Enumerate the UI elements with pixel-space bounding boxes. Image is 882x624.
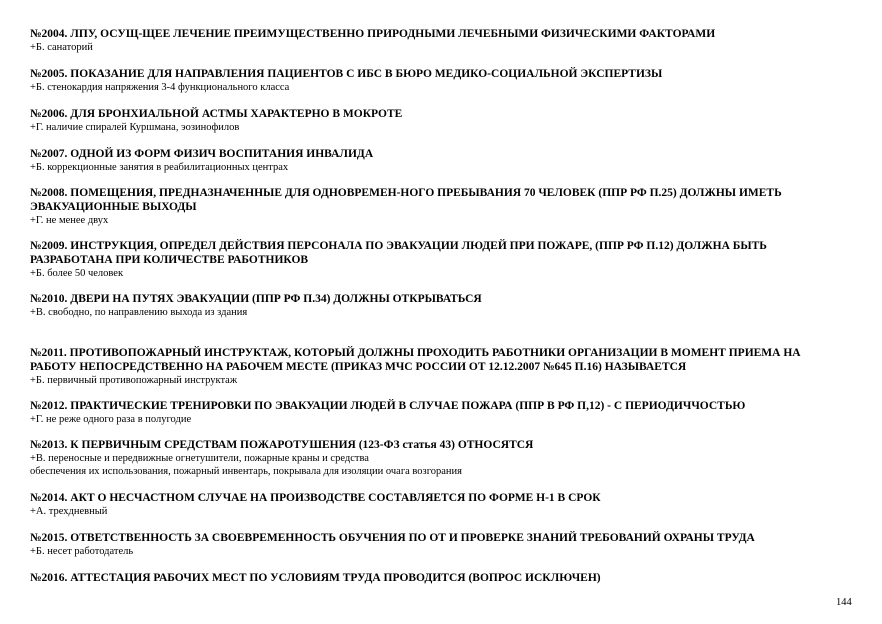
question-title: №2005. ПОКАЗАНИЕ ДЛЯ НАПРАВЛЕНИЯ ПАЦИЕНТОВ С ИБС В БЮРО МЕДИКО-СОЦИАЛЬНОЙ ЭКСПЕРТИЗЫ bbox=[30, 68, 663, 80]
question-answer: +А. трехдневный bbox=[30, 506, 108, 517]
question-title: №2015. ОТВЕТСТВЕННОСТЬ ЗА СВОЕВРЕМЕННОСТЬ ОБУЧЕНИЯ ПО ОТ И ПРОВЕРКЕ ЗНАНИЙ ТРЕБОВАНИЙ ОХРАНЫ ТРУДА bbox=[30, 532, 755, 544]
question-2006 bbox=[30, 107, 842, 134]
question-title: №2014. АКТ О НЕСЧАСТНОМ СЛУЧАЕ НА ПРОИЗВОДСТВЕ СОСТАВЛЯЕТСЯ ПО ФОРМЕ Н-1 В СРОК bbox=[30, 492, 601, 504]
question-title: №2010. ДВЕРИ НА ПУТЯХ ЭВАКУАЦИИ (ППР РФ П.34) ДОЛЖНЫ ОТКРЫВАТЬСЯ bbox=[30, 293, 482, 305]
question-answer: +Б. стенокардия напряжения 3-4 функционального класса bbox=[30, 82, 290, 93]
question-2004 bbox=[30, 27, 842, 54]
question-2016 bbox=[30, 571, 842, 585]
question-2014 bbox=[30, 491, 842, 518]
question-answer: +Б. несет работодатель bbox=[30, 546, 134, 557]
question-answer: +Г. не менее двух bbox=[30, 215, 109, 226]
question-2010 bbox=[30, 292, 842, 319]
question-title: №2007. ОДНОЙ ИЗ ФОРМ ФИЗИЧ ВОСПИТАНИЯ ИНВАЛИДА bbox=[30, 148, 374, 160]
question-title: №2016. АТТЕСТАЦИЯ РАБОЧИХ МЕСТ ПО УСЛОВИЯМ ТРУДА ПРОВОДИТСЯ (ВОПРОС ИСКЛЮЧЕН) bbox=[30, 572, 601, 584]
question-answer: +Б. первичный противопожарный инструктаж bbox=[30, 375, 238, 386]
page-number: 144 bbox=[836, 597, 852, 608]
question-answer: +В. переносные и передвижные огнетушители, пожарные краны и средства bbox=[30, 453, 369, 464]
question-2015 bbox=[30, 531, 842, 558]
question-title: №2011. ПРОТИВОПОЖАРНЫЙ ИНСТРУКТАЖ, КОТОРЫЙ ДОЛЖНЫ ПРОХОДИТЬ РАБОТНИКИ ОРГАНИЗАЦИИ В МОМЕНТ ПРИЕМА НА РАБОТУ НЕПОСРЕДСТВЕННО НА РАБОЧЕМ МЕСТЕ (ПРИКАЗ МЧС РОССИИ ОТ 12.12.2007 №645 П.16) НАЗЫВАЕТСЯ bbox=[30, 347, 801, 373]
question-2012 bbox=[30, 399, 842, 426]
question-answer: +Б. более 50 человек bbox=[30, 268, 124, 279]
question-2008 bbox=[30, 186, 842, 227]
question-title: №2006. ДЛЯ БРОНХИАЛЬНОЙ АСТМЫ ХАРАКТЕРНО В МОКРОТЕ bbox=[30, 108, 403, 120]
question-2013 bbox=[30, 438, 842, 478]
question-title: №2004. ЛПУ, ОСУЩ-ЩЕЕ ЛЕЧЕНИЕ ПРЕИМУЩЕСТВЕННО ПРИРОДНЫМИ ЛЕЧЕБНЫМИ ФИЗИЧЕСКИМИ ФАКТОРАМИ bbox=[30, 28, 716, 40]
question-answer: +Б. коррекционные занятия в реабилитационных центрах bbox=[30, 162, 289, 173]
question-title: №2009. ИНСТРУКЦИЯ, ОПРЕДЕЛ ДЕЙСТВИЯ ПЕРСОНАЛА ПО ЭВАКУАЦИИ ЛЮДЕЙ ПРИ ПОЖАРЕ, (ППР РФ П.12) ДОЛЖНА БЫТЬ РАЗРАБОТАНА ПРИ КОЛИЧЕСТВЕ РАБОТНИКОВ bbox=[30, 240, 767, 266]
question-2011 bbox=[30, 346, 842, 387]
question-title: №2008. ПОМЕЩЕНИЯ, ПРЕДНАЗНАЧЕННЫЕ ДЛЯ ОДНОВРЕМЕН-НОГО ПРЕБЫВАНИЯ 70 ЧЕЛОВЕК (ППР РФ П.25) ДОЛЖНЫ ИМЕТЬ ЭВАКУАЦИОННЫЕ ВЫХОДЫ bbox=[30, 187, 782, 213]
question-2007 bbox=[30, 147, 842, 174]
question-answer: +Г. наличие спиралей Куршмана, эозинофилов bbox=[30, 122, 240, 133]
question-title: №2012. ПРАКТИЧЕСКИЕ ТРЕНИРОВКИ ПО ЭВАКУАЦИИ ЛЮДЕЙ В СЛУЧАЕ ПОЖАРА (ППР В РФ П,12) - С ПЕРИОДИЧЧОСТЬЮ bbox=[30, 400, 746, 412]
question-answer-continued: обеспечения их использования, пожарный инвентарь, покрывала для изоляции очага возгорания bbox=[30, 466, 462, 477]
question-answer: +В. свободно, по направлению выхода из здания bbox=[30, 307, 248, 318]
question-answer: +Б. санаторий bbox=[30, 42, 93, 53]
question-answer: +Г. не реже одного раза в полугодие bbox=[30, 414, 192, 425]
question-2009 bbox=[30, 239, 842, 280]
question-title: №2013. К ПЕРВИЧНЫМ СРЕДСТВАМ ПОЖАРОТУШЕНИЯ (123-ФЗ статья 43) ОТНОСЯТСЯ bbox=[30, 439, 534, 451]
question-2005 bbox=[30, 67, 842, 94]
